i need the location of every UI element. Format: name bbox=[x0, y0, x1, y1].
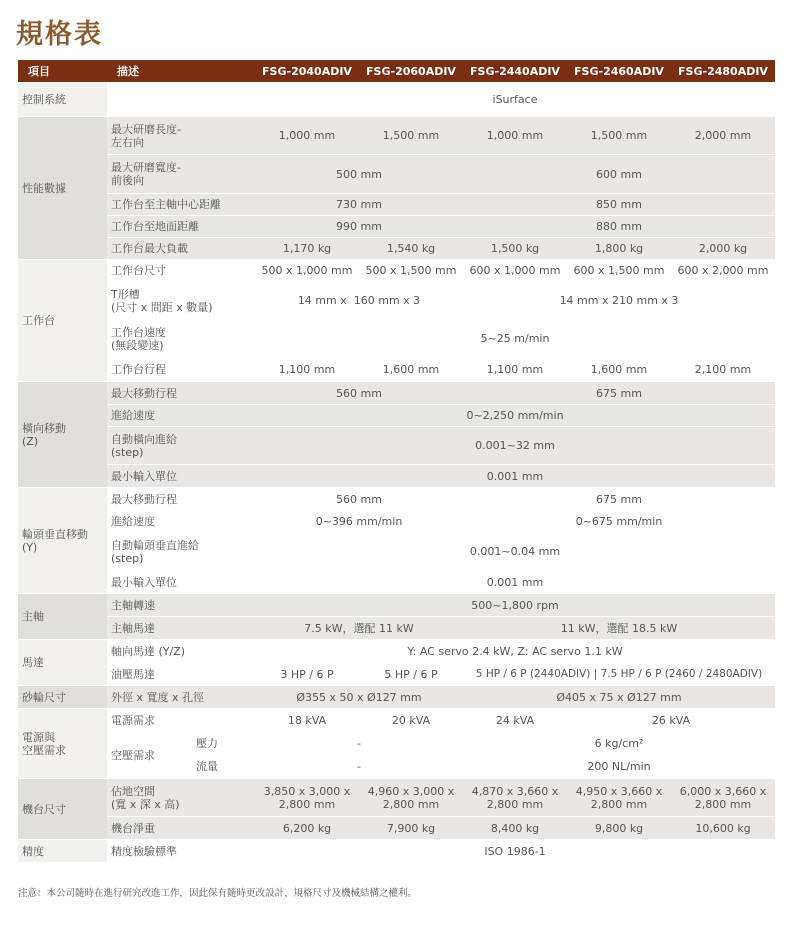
table-row bbox=[18, 155, 775, 194]
cell: 26 kVA bbox=[567, 709, 775, 732]
floor-space-desc: 佔地空間 (寬 x 深 x 高) bbox=[107, 779, 255, 817]
table-row bbox=[18, 594, 775, 617]
header-model-4: FSG-2460ADIV bbox=[567, 60, 671, 83]
category-motor: 馬達 bbox=[18, 640, 107, 686]
table-row bbox=[18, 83, 775, 117]
vertical-min-desc: 最小輸入單位 bbox=[107, 571, 255, 594]
cell: 3 HP / 6 P bbox=[255, 663, 359, 686]
cell: - bbox=[255, 755, 463, 779]
cell: 1,500 mm bbox=[359, 117, 463, 155]
cell: 1,800 kg bbox=[567, 238, 671, 260]
cell: 6,000 x 3,660 x 2,800 mm bbox=[671, 779, 775, 817]
hyd-motor-desc: 油壓馬達 bbox=[107, 663, 255, 686]
cell: Y: AC servo 2.4 kW, Z: AC servo 1.1 kW bbox=[255, 640, 775, 663]
table-row bbox=[18, 617, 775, 640]
table-row bbox=[18, 488, 775, 511]
cell: 4,960 x 3,000 x 2,800 mm bbox=[359, 779, 463, 817]
category-spindle: 主軸 bbox=[18, 594, 107, 640]
cell: 675 mm bbox=[463, 382, 775, 405]
wheel-desc: 外徑 x 寬度 x 孔徑 bbox=[107, 686, 255, 709]
cell: 0.001 mm bbox=[255, 571, 775, 594]
cell: 20 kVA bbox=[359, 709, 463, 732]
cell: 5 HP / 6 P (2440ADIV) | 7.5 HP / 6 P (2460 / 2480ADIV) bbox=[463, 663, 775, 686]
category-accuracy: 精度 bbox=[18, 840, 107, 863]
pressure-desc: 壓力 bbox=[196, 737, 218, 750]
cell: 7,900 kg bbox=[359, 817, 463, 840]
grind-width-desc: 最大研磨寬度- 前後向 bbox=[107, 155, 255, 194]
cell: 18 kVA bbox=[255, 709, 359, 732]
table-row bbox=[18, 709, 775, 732]
cell: 500 mm bbox=[255, 155, 463, 194]
table-speed-desc: 工作台速度 (無段變速) bbox=[107, 320, 255, 358]
cell: 1,600 mm bbox=[567, 358, 671, 382]
cell: 9,800 kg bbox=[567, 817, 671, 840]
cell: 0~396 mm/min bbox=[255, 511, 463, 533]
cell: 1,170 kg bbox=[255, 238, 359, 260]
table-row bbox=[18, 465, 775, 488]
spindle-speed-desc: 主軸轉速 bbox=[107, 594, 255, 617]
cell: 2,000 mm bbox=[671, 117, 775, 155]
header-row bbox=[18, 60, 775, 83]
cell: 6,200 kg bbox=[255, 817, 359, 840]
cross-feed-desc: 進給速度 bbox=[107, 405, 255, 427]
cell: 0.001~0.04 mm bbox=[255, 533, 775, 571]
table-row bbox=[18, 779, 775, 817]
weight-desc: 機台淨重 bbox=[107, 817, 255, 840]
cell: 6 kg/cm² bbox=[463, 732, 775, 756]
spec-table bbox=[18, 60, 775, 863]
cell: 1,000 mm bbox=[463, 117, 567, 155]
header-desc: 描述 bbox=[107, 60, 255, 83]
header-model-3: FSG-2440ADIV bbox=[463, 60, 567, 83]
table-row bbox=[18, 640, 775, 663]
vertical-auto-desc: 自動輪頭垂直進給 (step) bbox=[107, 533, 255, 571]
cell: 4,950 x 3,660 x 2,800 mm bbox=[567, 779, 671, 817]
cell: Ø355 x 50 x Ø127 mm bbox=[255, 686, 463, 709]
category-power: 電源與 空壓需求 bbox=[18, 709, 107, 779]
cell: 5~25 m/min bbox=[255, 320, 775, 358]
cell: 1,100 mm bbox=[463, 358, 567, 382]
table-row bbox=[18, 238, 775, 260]
cell: 1,500 mm bbox=[567, 117, 671, 155]
footnote: 注意：本公司隨時在進行研究改進工作，因此保有隨時更改設計、規格尺寸及機械結構之權利。 bbox=[18, 888, 418, 899]
category-wheel: 砂輪尺寸 bbox=[18, 686, 107, 709]
cell: Ø405 x 75 x Ø127 mm bbox=[463, 686, 775, 709]
flow-desc: 流量 bbox=[196, 760, 218, 773]
cell: 0~2,250 mm/min bbox=[255, 405, 775, 427]
header-model-5: FSG-2480ADIV bbox=[671, 60, 775, 83]
table-row bbox=[18, 216, 775, 238]
cell: 600 x 1,000 mm bbox=[463, 260, 567, 282]
cell: 2,100 mm bbox=[671, 358, 775, 382]
cell: 500 x 1,500 mm bbox=[359, 260, 463, 282]
category-cross: 橫向移動 (Z) bbox=[18, 382, 107, 488]
cell: 1,600 mm bbox=[359, 358, 463, 382]
cell: 0~675 mm/min bbox=[463, 511, 775, 533]
grind-length-desc: 最大研磨長度- 左右向 bbox=[107, 117, 255, 155]
table-row bbox=[18, 320, 775, 358]
table-row bbox=[18, 840, 775, 863]
cell: 1,100 mm bbox=[255, 358, 359, 382]
table-size-desc: 工作台尺寸 bbox=[107, 260, 255, 282]
cell: 8,400 kg bbox=[463, 817, 567, 840]
floor-dist-desc: 工作台至地面距離 bbox=[107, 216, 255, 238]
cell: 880 mm bbox=[463, 216, 775, 238]
page-title: 規格表 bbox=[16, 19, 103, 50]
category-machine: 機台尺寸 bbox=[18, 779, 107, 840]
cell: 7.5 kW，選配 11 kW bbox=[255, 617, 463, 640]
cell: 600 mm bbox=[463, 155, 775, 194]
cross-min-desc: 最小輸入單位 bbox=[107, 465, 255, 488]
table-row bbox=[18, 405, 775, 427]
category-vertical: 輪頭垂直移動 (Y) bbox=[18, 488, 107, 594]
cell: - bbox=[255, 732, 463, 756]
cell: 730 mm bbox=[255, 194, 463, 216]
cell: 1,540 kg bbox=[359, 238, 463, 260]
header-item: 項目 bbox=[18, 60, 107, 83]
category-table: 工作台 bbox=[18, 260, 107, 382]
cell: 675 mm bbox=[463, 488, 775, 511]
table-row bbox=[18, 511, 775, 533]
table-row bbox=[18, 571, 775, 594]
power-desc: 電源需求 bbox=[107, 709, 255, 732]
max-load-desc: 工作台最大負載 bbox=[107, 238, 255, 260]
spindle-dist-desc: 工作台至主軸中心距離 bbox=[107, 194, 255, 216]
tslot-desc: T形槽 (尺寸 x 間距 x 數量) bbox=[107, 282, 255, 320]
cell: ISO 1986-1 bbox=[255, 840, 775, 863]
cell: 10,600 kg bbox=[671, 817, 775, 840]
header-model-1: FSG-2040ADIV bbox=[255, 60, 359, 83]
category-control: 控制系統 bbox=[18, 83, 107, 117]
cell: 14 mm x 160 mm x 3 bbox=[255, 282, 463, 320]
table-row bbox=[18, 663, 775, 686]
table-row bbox=[18, 282, 775, 320]
cell: 500 x 1,000 mm bbox=[255, 260, 359, 282]
cell: 0.001 mm bbox=[255, 465, 775, 488]
cell: 0.001~32 mm bbox=[255, 427, 775, 465]
cell: 500~1,800 rpm bbox=[255, 594, 775, 617]
vertical-feed-desc: 進給速度 bbox=[107, 511, 255, 533]
vertical-travel-desc: 最大移動行程 bbox=[107, 488, 255, 511]
table-row bbox=[18, 117, 775, 155]
table-row bbox=[18, 686, 775, 709]
header-model-2: FSG-2060ADIV bbox=[359, 60, 463, 83]
spindle-motor-desc: 主軸馬達 bbox=[107, 617, 255, 640]
table-row bbox=[18, 732, 775, 756]
cell: 600 x 2,000 mm bbox=[671, 260, 775, 282]
cell: 3,850 x 3,000 x 2,800 mm bbox=[255, 779, 359, 817]
cell: 560 mm bbox=[255, 382, 463, 405]
air-desc: 空壓需求 bbox=[111, 748, 155, 762]
cell: 5 HP / 6 P bbox=[359, 663, 463, 686]
cell: 600 x 1,500 mm bbox=[567, 260, 671, 282]
cell: 1,000 mm bbox=[255, 117, 359, 155]
accuracy-desc: 精度檢驗標準 bbox=[107, 840, 255, 863]
cell: 200 NL/min bbox=[463, 755, 775, 779]
category-performance: 性能數據 bbox=[18, 117, 107, 260]
cell: 11 kW，選配 18.5 kW bbox=[463, 617, 775, 640]
cell: 2,000 kg bbox=[671, 238, 775, 260]
cell: 4,870 x 3,660 x 2,800 mm bbox=[463, 779, 567, 817]
table-row bbox=[18, 194, 775, 216]
table-row bbox=[18, 533, 775, 571]
table-row bbox=[18, 817, 775, 840]
cell: 1,500 kg bbox=[463, 238, 567, 260]
air-desc-block bbox=[107, 732, 255, 778]
cross-auto-desc: 自動橫向進給 (step) bbox=[107, 427, 255, 465]
cell: 990 mm bbox=[255, 216, 463, 238]
table-row bbox=[18, 427, 775, 465]
table-travel-desc: 工作台行程 bbox=[107, 358, 255, 382]
cell: 850 mm bbox=[463, 194, 775, 216]
axis-motor-desc: 軸向馬達 (Y/Z) bbox=[107, 640, 255, 663]
cell: 560 mm bbox=[255, 488, 463, 511]
cell: 14 mm x 210 mm x 3 bbox=[463, 282, 775, 320]
cross-travel-desc: 最大移動行程 bbox=[107, 382, 255, 405]
control-value: iSurface bbox=[255, 83, 775, 117]
table-row bbox=[18, 358, 775, 382]
table-row bbox=[18, 382, 775, 405]
table-row bbox=[18, 260, 775, 282]
cell: 24 kVA bbox=[463, 709, 567, 732]
